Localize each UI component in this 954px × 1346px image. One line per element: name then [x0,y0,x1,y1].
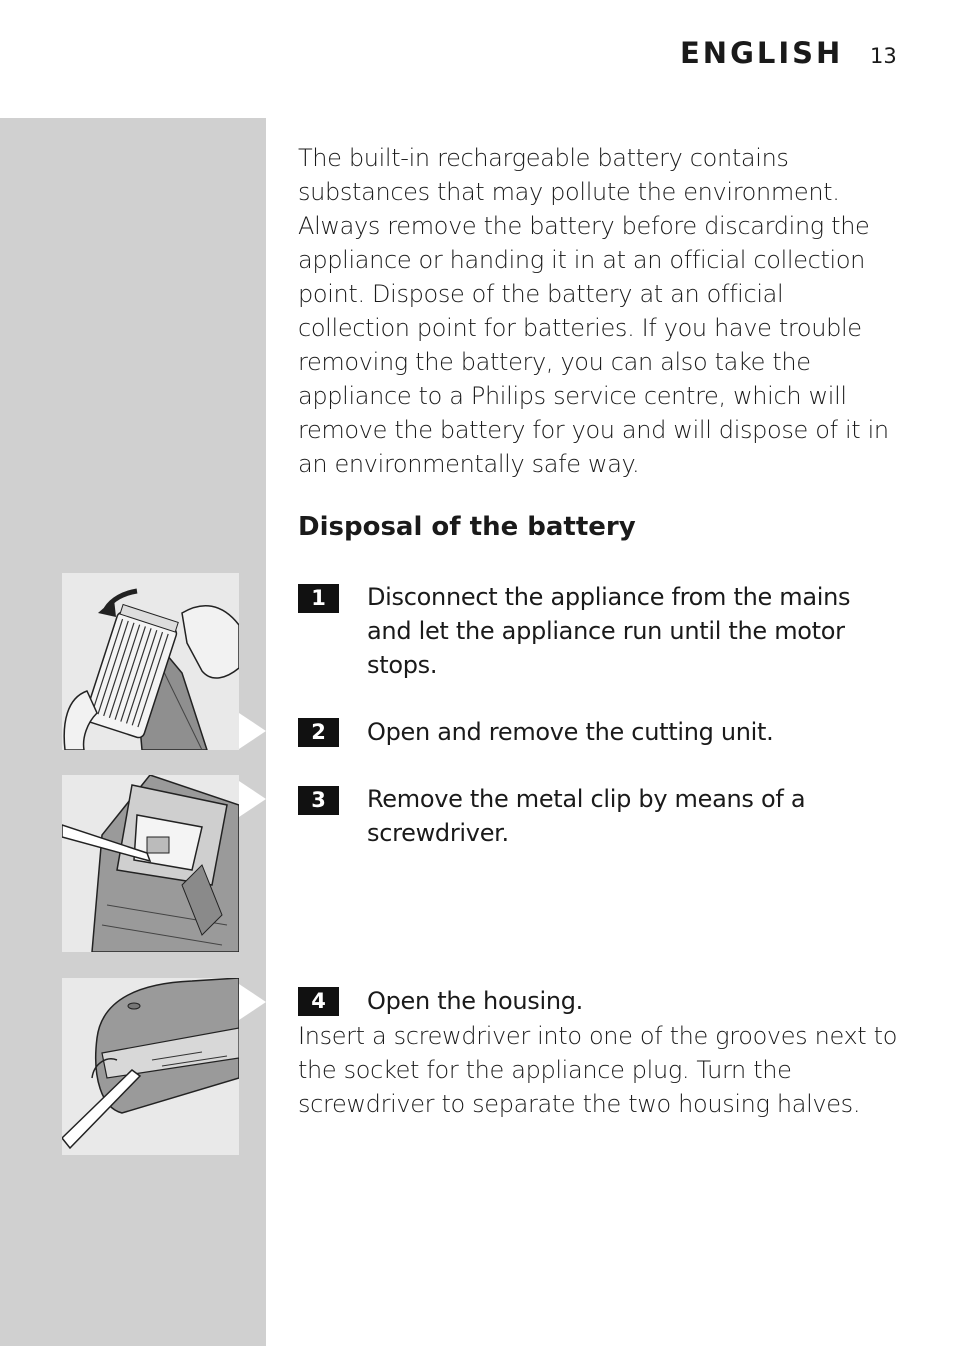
step-text: Open the housing. [367,987,583,1015]
header-language: ENGLISH [680,36,844,70]
metal-clip-screwdriver-illustration [62,775,239,952]
step-text: Open and remove the cutting unit. [367,718,774,746]
step-number-badge: 4 [298,987,339,1016]
open-housing-illustration [62,978,239,1155]
step-number-badge: 1 [298,584,339,613]
step-text: Disconnect the appliance from the mains and let the appliance run until the motor stops. [367,583,851,679]
section-heading: Disposal of the battery [298,512,636,542]
illustration-pointer-1 [239,713,266,749]
step-text: Remove the metal clip by means of a screwdriver. [367,785,806,847]
step-detail: Insert a screwdriver into one of the grooves next to the socket for the appliance plug. Turn the screwdriver to separate the two housing halves. [298,1022,898,1118]
illustration-pointer-3 [239,984,266,1020]
page-number: 13 [870,44,897,68]
intro-paragraph: The built-in rechargeable battery contains substances that may pollute the environment. Always remove the battery before discarding the appliance or handing it in at an official collection point. Dispose of the battery at an official collection point for batteries. If you have trouble removing the battery, you can also take the appliance to a Philips service centre, which will remove the battery for you and will dispose of it in an environmentally safe way. [298,144,889,478]
illustration-pointer-2 [239,781,266,817]
step-number-badge: 3 [298,786,339,815]
step-number-badge: 2 [298,718,339,747]
remove-cutting-unit-illustration [62,573,239,750]
